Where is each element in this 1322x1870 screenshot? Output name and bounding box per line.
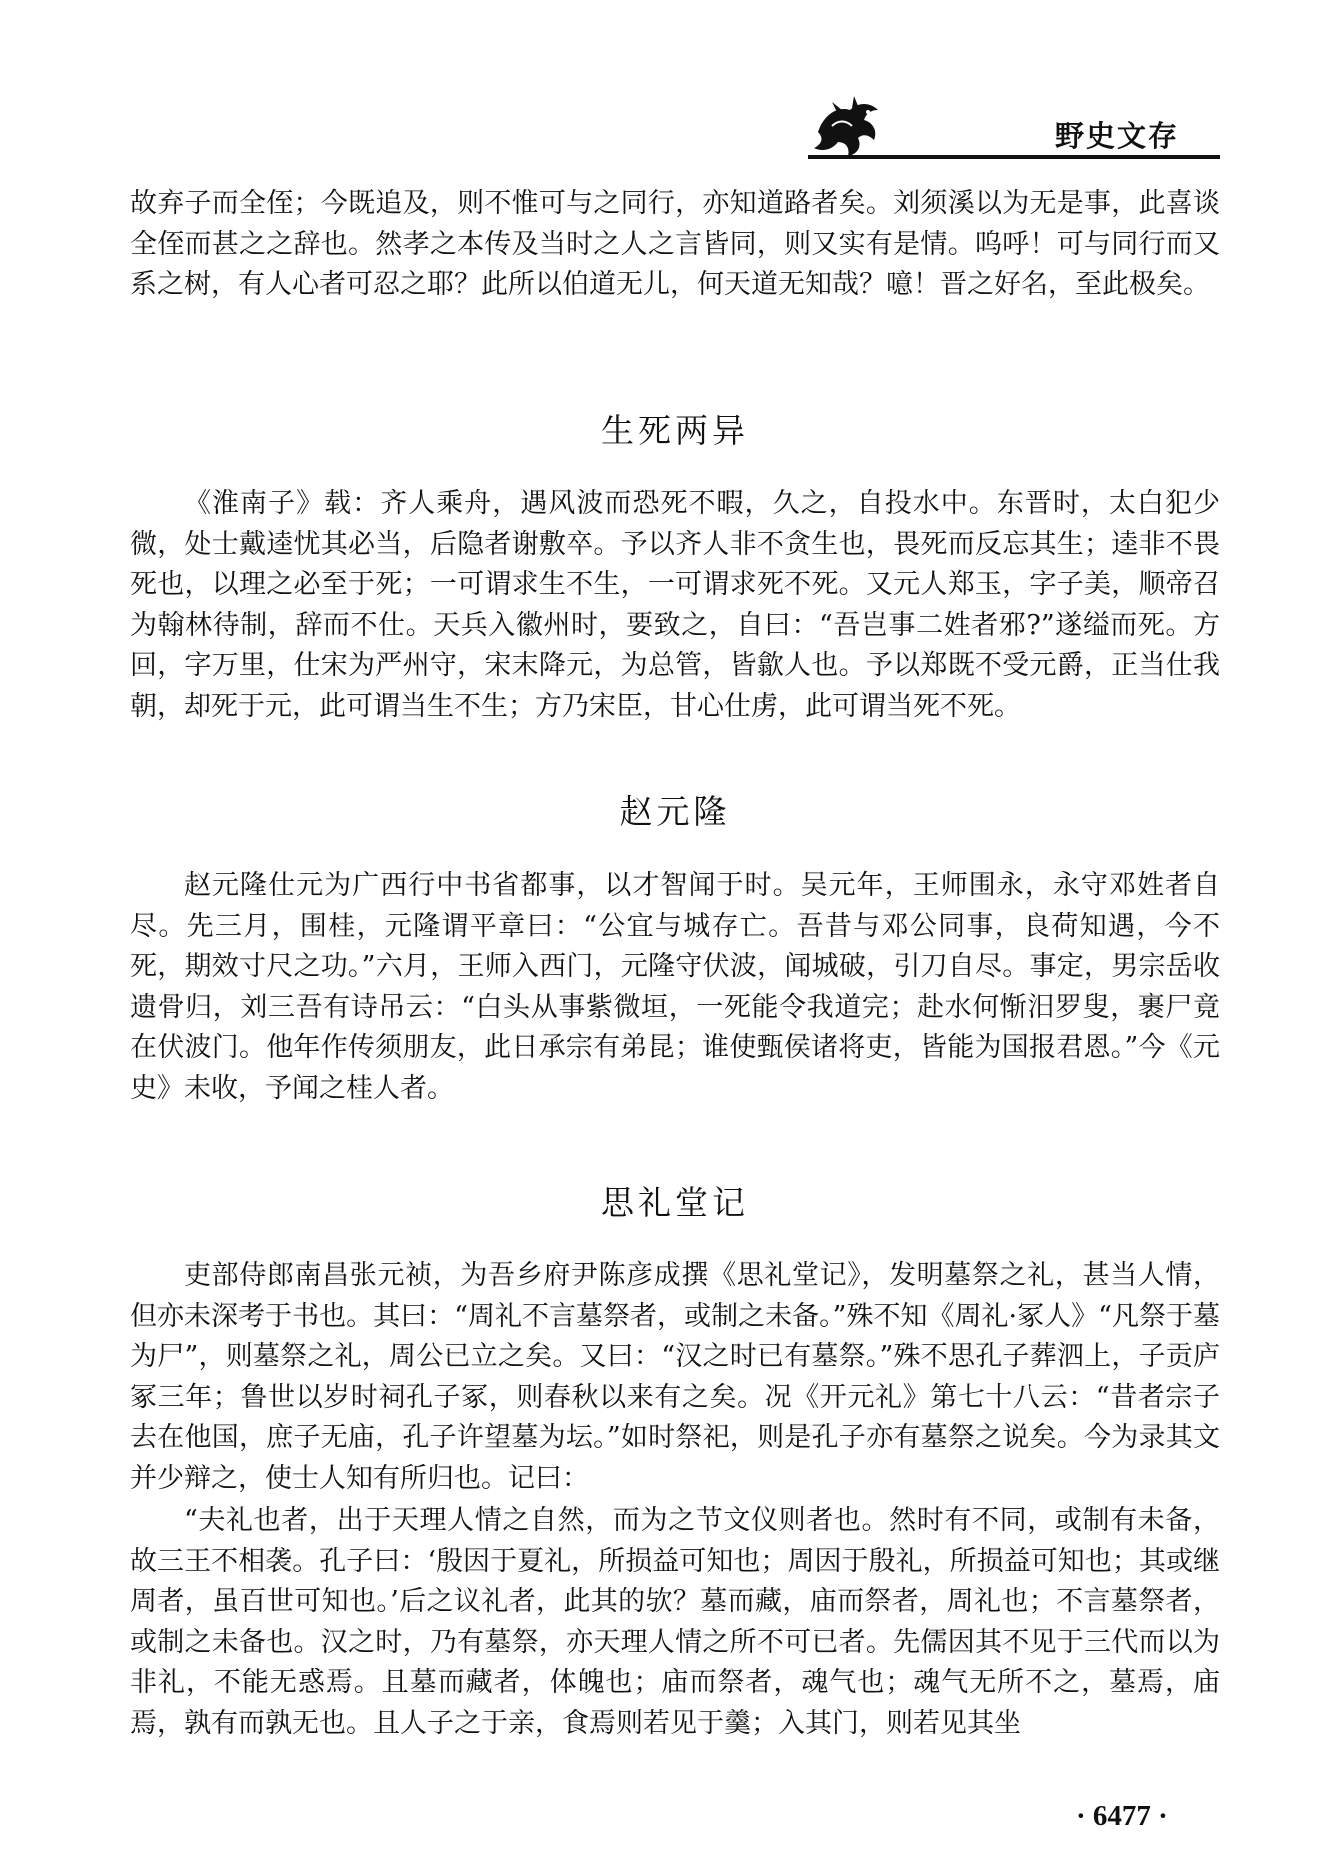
- section-title: 思礼堂记: [601, 1183, 749, 1222]
- section-paragraph: “夫礼也者，出于天理人情之自然，而为之节文仪则者也。然时有不同，或制有未备，故三王不相袭。孔子曰：‘殷因于夏礼，所损益可知也；周因于殷礼，所损益可知也；其或继周者，虽百世可知也。’后之议礼者，此其的欤？墓而藏，庙而祭者，周礼也；不言墓祭者，或制之未备也。汉之时，乃有墓祭，亦天理人情之所不可已者。先儒因其不见于三代而以为非礼，不能无惑焉。且墓而藏者，体魄也；庙而祭者，魂气也；魂气无所不之，墓焉，庙焉，孰有而孰无也。且人子之于亲，食焉则若见于羹；入其门，则若见其坐: [130, 1505, 1220, 1739]
- section-title: 生死两异: [601, 411, 749, 450]
- section-paragraph: 赵元隆仕元为广西行中书省都事，以才智闻于时。吴元年，王师围永，永守邓姓者自尽。先三月，围桂，元隆谓平章曰：“公宜与城存亡。吾昔与邓公同事，良荷知遇，今不死，期效寸尺之功。”六月，王师入西门，元隆守伏波，闻城破，引刀自尽。事定，男宗岳收遗骨归，刘三吾有诗吊云：“白头从事紫微垣，一死能令我道完；赴水何惭汨罗叟，裹尸竟在伏波门。他年作传须朋友，此日承宗有弟昆；谁使甄侯诸将吏，皆能为国报君恩。”今《元史》未收，予闻之桂人者。: [130, 870, 1220, 1104]
- section-paragraph: 《淮南子》载：齐人乘舟，遇风波而恐死不暇，久之，自投水中。东晋时，太白犯少微，处士戴逵忧其必当，后隐者谢敷卒。予以齐人非不贪生也，畏死而反忘其生；逵非不畏死也，以理之必至于死；一可谓求生不生，一可谓求死不死。又元人郑玉，字子美，顺帝召为翰林待制，辞而不仕。天兵入徽州时，要致之，自曰：“吾岂事二姓者邪?”遂缢而死。方回，字万里，仕宋为严州守，宋末降元，为总管，皆歙人也。予以郑既不受元爵，正当仕我朝，却死于元，此可谓当生不生；方乃宋臣，甘心仕虏，此可谓当死不死。: [130, 488, 1220, 722]
- section-title: 赵元隆: [619, 792, 731, 831]
- intro-paragraph: 故弃子而全侄；今既追及，则不惟可与之同行，亦知道路者矣。刘须溪以为无是事，此喜谈全侄而甚之之辞也。然孝之本传及当时之人之言皆同，则又实有是情。呜呼！可与同行而又系之树，有人心者可忍之耶？此所以伯道无儿，何天道无知哉？噫！晋之好名，至此极矣。: [130, 188, 1220, 300]
- section-paragraph: 吏部侍郎南昌张元祯，为吾乡府尹陈彦成撰《思礼堂记》，发明墓祭之礼，甚当人情，但亦未深考于书也。其曰：“周礼不言墓祭者，或制之未备。”殊不知《周礼·冢人》“凡祭于墓为尸”，则墓祭之礼，周公已立之矣。又曰：“汉之时已有墓祭。”殊不思孔子葬泗上，子贡庐冢三年；鲁世以岁时祠孔子冢，则春秋以来有之矣。况《开元礼》第七十八云：“昔者宗子去在他国，庶子无庙，孔子许望墓为坛。”如时祭祀，则是孔子亦有墓祭之说矣。今为录其文并少辩之，使士人知有所归也。记曰：: [130, 1260, 1220, 1494]
- dragon-emblem-icon: [808, 92, 886, 164]
- header-rule: [808, 155, 1220, 159]
- running-header-title: 野史文存: [1055, 119, 1180, 153]
- page-number: · 6477 ·: [1076, 1800, 1168, 1832]
